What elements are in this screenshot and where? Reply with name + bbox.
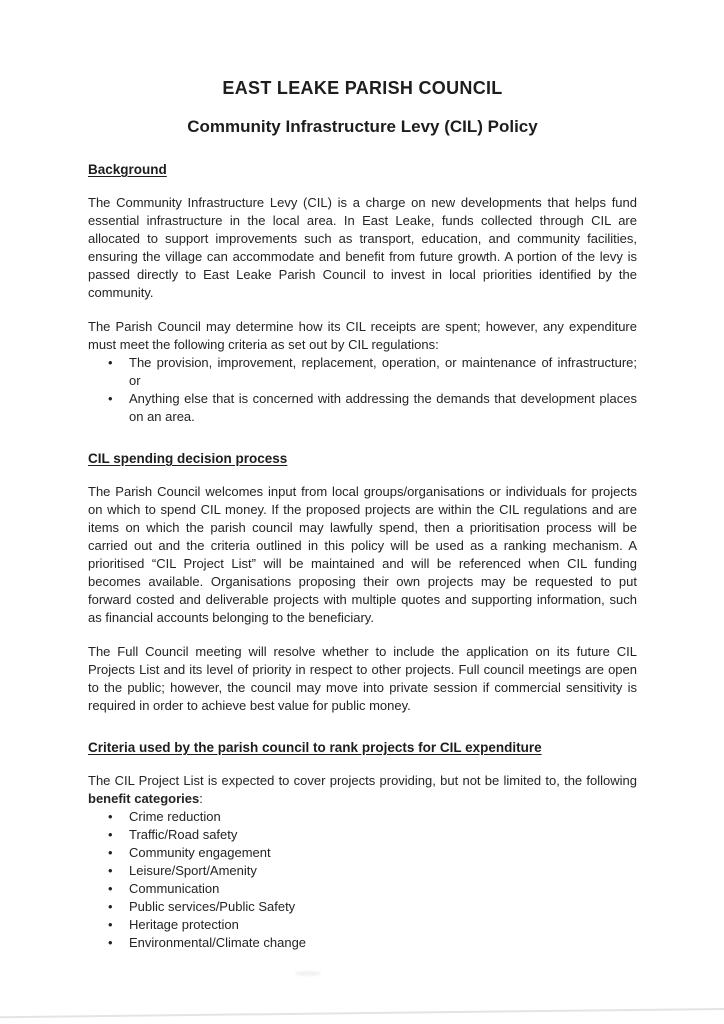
- document-content: [88, 78, 637, 952]
- section-spending-decision-process: [88, 450, 637, 715]
- paragraph: The Community Infrastructure Levy (CIL) is a charge on new developments that helps fund essential infrastructure in the local area. In East Leake, funds collected through CIL are allocated to support improvements such as transport, education, and community facilities, ensuring the village can accommodate and benefit from future growth. A portion of the levy is passed directly to East Leake Parish Council to invest in local priorities identified by the community.: [88, 195, 637, 300]
- list-item: • Community engagement: [88, 844, 637, 862]
- section-ranking-criteria: [88, 739, 637, 952]
- list-item: • The provision, improvement, replacement, operation, or maintenance of infrastructure; or: [88, 354, 637, 390]
- cil-regulations-list: [88, 354, 637, 426]
- section-heading-background: Background: [88, 162, 167, 177]
- list-item: • Environmental/Climate change: [88, 934, 637, 952]
- list-item: • Anything else that is concerned with addressing the demands that development places on an area.: [88, 390, 637, 426]
- list-item: • Crime reduction: [88, 808, 637, 826]
- benefit-categories-list: [88, 808, 637, 952]
- scan-smudge-artifact: [295, 971, 321, 976]
- document-title: EAST LEAKE PARISH COUNCIL: [222, 78, 503, 98]
- section-background: [88, 161, 637, 426]
- section-heading-ranking-criteria: Criteria used by the parish council to rank projects for CIL expenditure: [88, 740, 542, 755]
- paragraph: [88, 772, 637, 808]
- paragraph: The Parish Council welcomes input from local groups/organisations or individuals for projects on which to spend CIL money. If the proposed projects are within the CIL regulations and are items on which the parish council may lawfully spend, then a prioritisation process will be carried out and the criteria outlined in this policy will be used as a ranking mechanism. A prioritised “CIL Project List” will be maintained and will be referenced when CIL funding becomes available. Organisations proposing their own projects may be requested to put forward costed and deliverable projects with multiple quotes and supporting information, such as financial accounts belonging to the beneficiary.: [88, 484, 637, 625]
- paragraph: The Full Council meeting will resolve whether to include the application on its future CIL Projects List and its level of priority in respect to other projects. Full council meetings are open to the public; however, the council may move into private session if commercial sensitivity is required in order to achieve best value for public money.: [88, 644, 637, 713]
- section-heading-spending-process: CIL spending decision process: [88, 451, 288, 466]
- lead-text: The CIL Project List is expected to cover projects providing, but not be limited to, the following: [88, 773, 637, 788]
- list-item: • Public services/Public Safety: [88, 898, 637, 916]
- lead-bold-text: benefit categories: [88, 791, 200, 806]
- list-item: • Communication: [88, 880, 637, 898]
- paragraph: The Parish Council may determine how its CIL receipts are spent; however, any expenditure must meet the following criteria as set out by CIL regulations:: [88, 319, 637, 352]
- list-item: • Heritage protection: [88, 916, 637, 934]
- lead-suffix: :: [199, 791, 203, 806]
- list-item: • Traffic/Road safety: [88, 826, 637, 844]
- document-subtitle: Community Infrastructure Levy (CIL) Policy: [187, 117, 538, 136]
- scan-artifact-line: [0, 1008, 724, 1019]
- list-item: • Leisure/Sport/Amenity: [88, 862, 637, 880]
